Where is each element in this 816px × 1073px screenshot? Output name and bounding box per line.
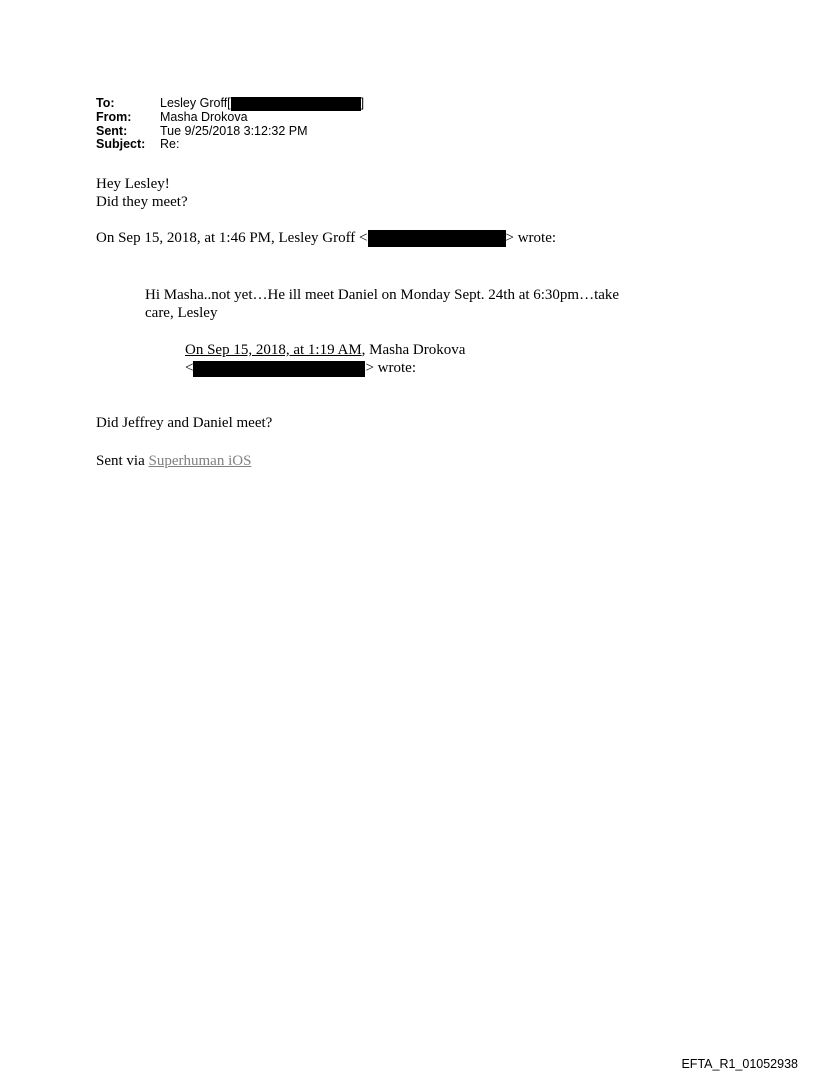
email-header bbox=[96, 97, 364, 152]
sent-row bbox=[96, 125, 364, 139]
sent-value: Tue 9/25/2018 3:12:32 PM bbox=[160, 123, 308, 138]
redaction-box bbox=[231, 97, 361, 111]
quote1-intro-wrote: > wrote: bbox=[505, 230, 557, 246]
to-row bbox=[96, 97, 364, 111]
quote1-intro bbox=[96, 229, 556, 247]
from-row bbox=[96, 111, 364, 125]
quote2-open-bracket: < bbox=[185, 360, 194, 376]
to-close-bracket: ] bbox=[360, 96, 365, 110]
quote1-intro-text: On Sep 15, 2018, at 1:46 PM, Lesley Groff < bbox=[96, 230, 368, 246]
signature-prefix: Sent via bbox=[96, 453, 149, 469]
superhuman-link[interactable]: Superhuman iOS bbox=[148, 453, 252, 469]
original-message: Did Jeffrey and Daniel meet? bbox=[96, 415, 273, 431]
quote1-line2: care, Lesley bbox=[145, 305, 218, 321]
redaction-box bbox=[193, 361, 365, 377]
document-id: EFTA_R1_01052938 bbox=[681, 1057, 798, 1071]
quote2-intro-name: , Masha Drokova bbox=[361, 342, 466, 358]
subject-value: Re: bbox=[160, 137, 180, 151]
question: Did they meet? bbox=[96, 194, 188, 210]
from-value: Masha Drokova bbox=[160, 110, 248, 124]
to-label: To: bbox=[96, 96, 115, 110]
subject-label: Subject: bbox=[96, 137, 146, 151]
quote1-line1: Hi Masha..not yet…He ill meet Daniel on Monday Sept. 24th at 6:30pm…take bbox=[145, 287, 620, 303]
quote2-address bbox=[185, 359, 416, 377]
sent-label: Sent: bbox=[96, 123, 128, 138]
signature bbox=[96, 452, 251, 470]
quote2-intro bbox=[185, 341, 465, 359]
quote2-intro-date: On Sep 15, 2018, at 1:19 AM bbox=[185, 342, 362, 358]
to-value: Lesley Groff[ bbox=[160, 96, 231, 110]
redaction-box bbox=[368, 230, 506, 247]
greeting: Hey Lesley! bbox=[96, 176, 170, 192]
from-label: From: bbox=[96, 110, 132, 124]
subject-row bbox=[96, 138, 364, 152]
quote2-wrote: > wrote: bbox=[365, 360, 416, 376]
